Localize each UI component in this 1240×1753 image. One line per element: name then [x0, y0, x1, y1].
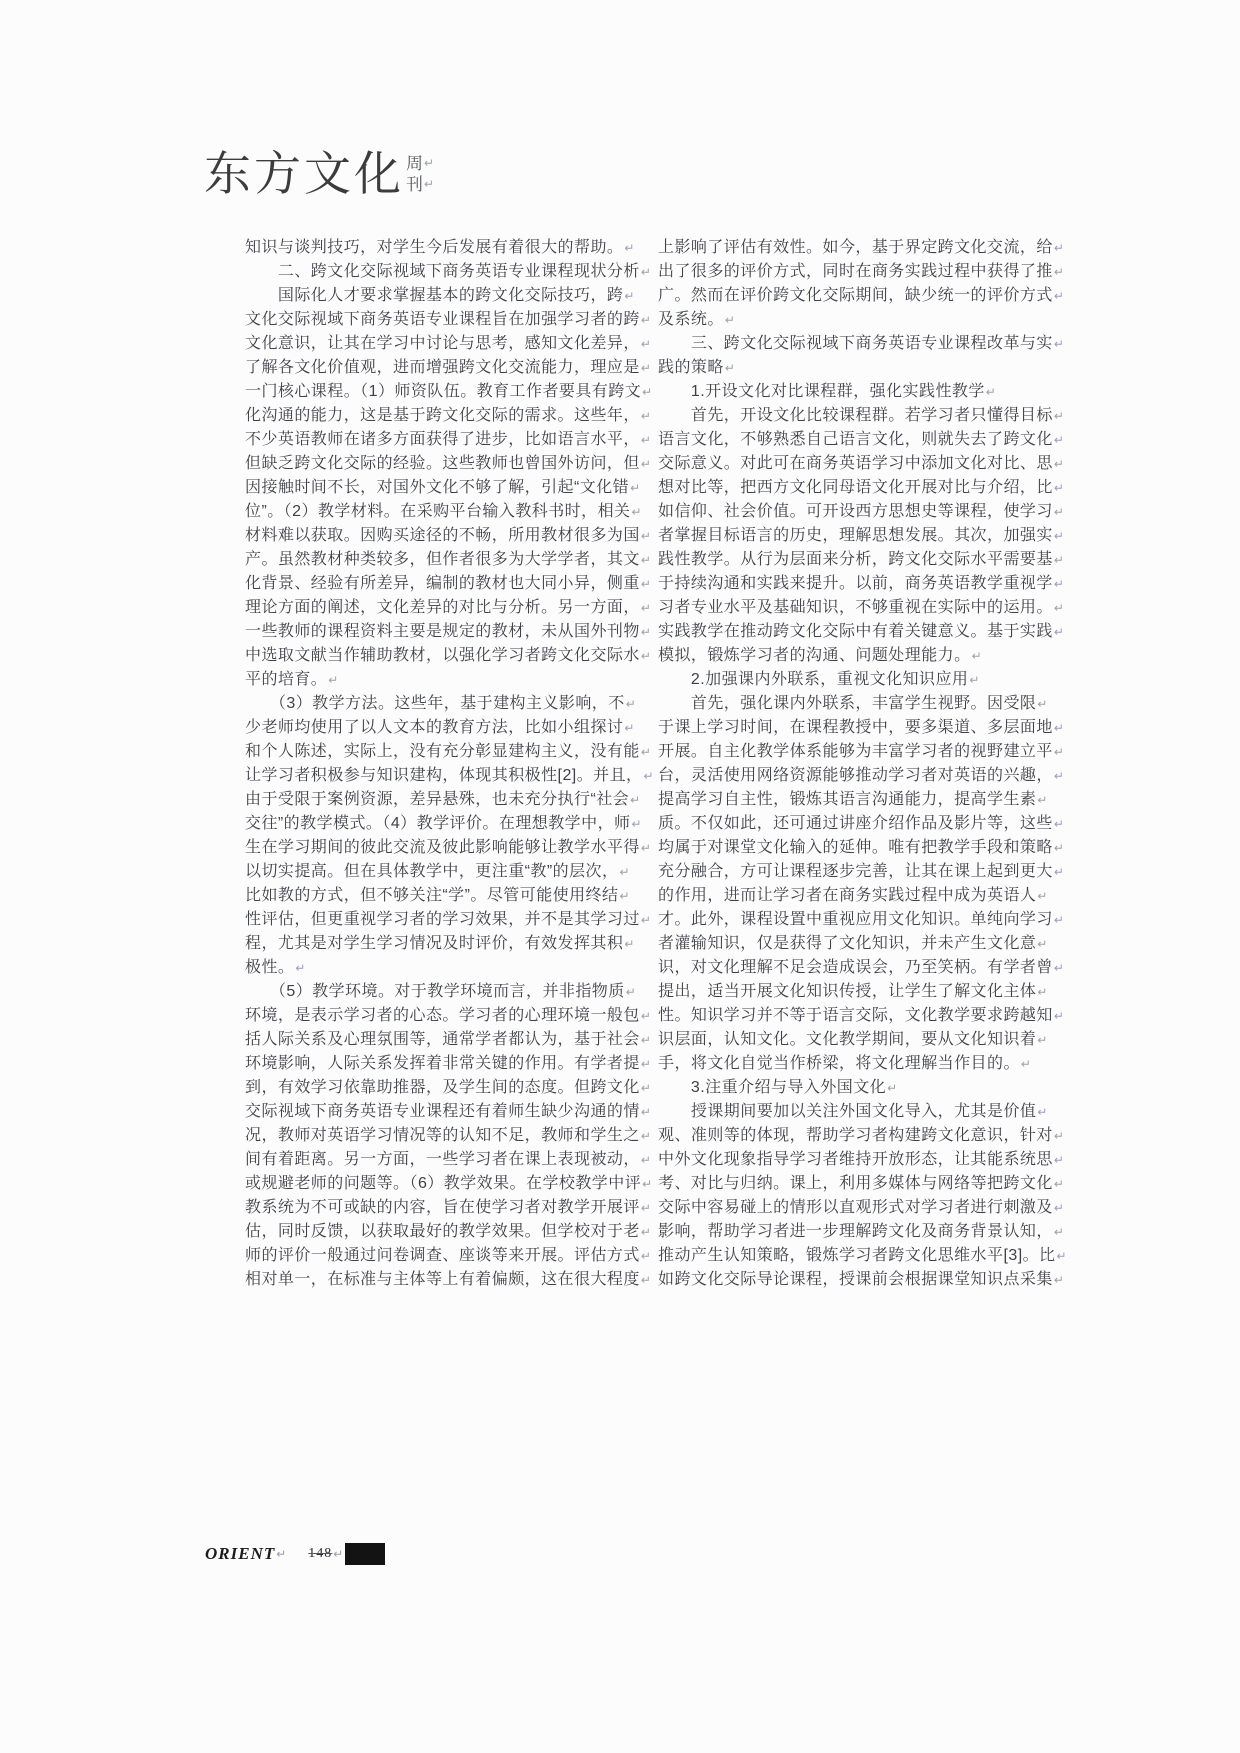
return-mark-icon: ↵ [640, 457, 652, 471]
journal-subtitle [406, 153, 434, 195]
return-mark-icon: ↵ [640, 1153, 652, 1167]
return-mark-icon: ↵ [625, 985, 637, 999]
return-mark-icon: ↵ [642, 385, 653, 399]
return-mark-icon: ↵ [642, 1177, 653, 1191]
return-mark-icon: ↵ [971, 649, 983, 663]
return-mark-icon: ↵ [640, 433, 652, 447]
return-mark-icon: ↵ [1053, 865, 1065, 879]
text-line: 充分融合，方可让课程逐步完善，让其在课上起到更大 ↵ [658, 860, 1058, 884]
return-mark-icon: ↵ [631, 505, 642, 519]
text-line: 以切实提高。但在具体教学中，更注重“教”的层次， ↵ [245, 860, 645, 884]
text-line: 交际视域下商务英语专业课程还有着师生缺少沟通的情 ↵ [245, 1100, 645, 1124]
footer-black-block [345, 1543, 385, 1565]
text-line: 文化交际视域下商务英语专业课程旨在加强学习者的跨 ↵ [245, 308, 645, 332]
subtitle-text: 周 [406, 154, 423, 173]
return-mark-icon: ↵ [640, 625, 652, 639]
text-line: 不少英语教师在诸多方面获得了进步，比如语言水平， ↵ [245, 428, 645, 452]
text-line: 中外文化现象指导学习者维持开放形态，让其能系统思 ↵ [658, 1148, 1058, 1172]
return-mark-icon: ↵ [985, 385, 997, 399]
return-mark-icon: ↵ [640, 1105, 652, 1119]
text-line: 识，对文化理解不足会造成误会，乃至笑柄。有学者曾 ↵ [658, 956, 1058, 980]
subtitle-text: 刊 [406, 175, 423, 194]
return-mark-icon: ↵ [624, 289, 635, 303]
text-line: 观、准则等的体现，帮助学习者构建跨文化意识，针对 ↵ [658, 1124, 1058, 1148]
return-mark-icon: ↵ [1053, 625, 1065, 639]
return-mark-icon: ↵ [640, 1033, 652, 1047]
text-line: 和个人陈述，实际上，没有充分彰显建构主义，没有能 ↵ [245, 740, 645, 764]
return-mark-icon: ↵ [1053, 433, 1065, 447]
text-line: 习者专业水平及基础知识，不够重视在实际中的运用。 ↵ [658, 596, 1058, 620]
text-line: 的作用，进而让学习者在商务实践过程中成为英语人 ↵ [658, 884, 1058, 908]
return-mark-icon: ↵ [1053, 1129, 1065, 1143]
subtitle-char-zhou [406, 153, 434, 174]
text-line: 环境，是表示学习者的心态。学习者的心理环境一般包 ↵ [245, 1004, 645, 1028]
text-line: 师的评价一般通过问卷调查、座谈等来开展。评估方式 ↵ [245, 1244, 645, 1268]
text-line: 教系统为不可或缺的内容，旨在使学习者对教学开展评 ↵ [245, 1196, 645, 1220]
return-mark-icon: ↵ [640, 313, 652, 327]
text-line: 2.加强课内外联系，重视文化知识应用 ↵ [658, 668, 1058, 692]
text-line: 间有着距离。另一方面，一些学习者在课上表现被动， ↵ [245, 1148, 645, 1172]
return-mark-icon: ↵ [276, 1547, 287, 1561]
text-line: 极性。 ↵ [245, 956, 645, 980]
text-line: 化沟通的能力，这是基于跨文化交际的需求。这些年， ↵ [245, 404, 645, 428]
text-line: 理论方面的阐述，文化差异的对比与分析。另一方面， ↵ [245, 596, 645, 620]
return-mark-icon: ↵ [295, 961, 306, 975]
return-mark-icon: ↵ [1037, 889, 1048, 903]
text-line: 1.开设文化对比课程群，强化实践性教学 ↵ [658, 380, 1058, 404]
return-mark-icon: ↵ [1053, 265, 1065, 279]
text-line: 二、跨文化交际视域下商务英语专业课程现状分析 ↵ [245, 260, 645, 284]
return-mark-icon: ↵ [887, 1081, 898, 1095]
return-mark-icon: ↵ [1037, 1105, 1048, 1119]
return-mark-icon: ↵ [724, 313, 736, 327]
return-mark-icon: ↵ [624, 937, 635, 951]
text-line: 产。虽然教材种类较多，但作者很多为大学学者，其文 ↵ [245, 548, 645, 572]
text-line: 模拟，锻炼学习者的沟通、问题处理能力。 ↵ [658, 644, 1058, 668]
return-mark-icon: ↵ [631, 817, 642, 831]
text-line: 出了很多的评价方式，同时在商务实践过程中获得了推 ↵ [658, 260, 1058, 284]
text-line: 环境影响，人际关系发挥着非常关键的作用。有学者提 ↵ [245, 1052, 645, 1076]
return-mark-icon: ↵ [640, 265, 652, 279]
return-mark-icon: ↵ [1020, 1057, 1032, 1071]
return-mark-icon: ↵ [619, 889, 630, 903]
return-mark-icon: ↵ [1053, 1009, 1065, 1023]
return-mark-icon: ↵ [1053, 241, 1065, 255]
return-mark-icon: ↵ [1053, 457, 1065, 471]
text-line: 括人际关系及心理氛围等，通常学者都认为，基于社会 ↵ [245, 1028, 645, 1052]
return-mark-icon: ↵ [424, 156, 435, 170]
return-mark-icon: ↵ [1053, 913, 1065, 927]
return-mark-icon: ↵ [424, 177, 435, 191]
return-mark-icon: ↵ [624, 721, 635, 735]
return-mark-icon: ↵ [1053, 289, 1065, 303]
text-line: 提出，适当开展文化知识传授，让学生了解文化主体 ↵ [658, 980, 1058, 1004]
return-mark-icon: ↵ [1053, 1273, 1065, 1287]
text-line: 开展。自主化教学体系能够为丰富学习者的视野建立平 ↵ [658, 740, 1058, 764]
page-number: 148 [308, 1546, 333, 1561]
return-mark-icon: ↵ [1053, 337, 1065, 351]
text-line: 及系统。 ↵ [658, 308, 1058, 332]
text-line: 由于受限于案例资源，差异悬殊，也未充分执行“社会 ↵ [245, 788, 645, 812]
return-mark-icon: ↵ [640, 577, 652, 591]
text-line: 生在学习期间的彼此交流及彼此影响能够让教学水平得 ↵ [245, 836, 645, 860]
return-mark-icon: ↵ [640, 913, 652, 927]
return-mark-icon: ↵ [1053, 1177, 1065, 1191]
text-line: 一门核心课程。（1）师资队伍。教育工作者要具有跨文 ↵ [245, 380, 645, 404]
text-line: 但缺乏跨文化交际的经验。这些教师也曾国外访问，但 ↵ [245, 452, 645, 476]
page-footer [205, 1543, 385, 1565]
text-line: 者灌输知识，仅是获得了文化知识，并未产生文化意 ↵ [658, 932, 1058, 956]
text-line: 于持续沟通和实践来提升。以前，商务英语教学重视学 ↵ [658, 572, 1058, 596]
return-mark-icon: ↵ [1037, 1033, 1048, 1047]
text-line: 上影响了评估有效性。如今，基于界定跨文化交流，给 ↵ [658, 236, 1058, 260]
text-line: 授课期间要加以关注外国文化导入，尤其是价值 ↵ [658, 1100, 1058, 1124]
text-line: 到，有效学习依靠助推器，及学生间的态度。但跨文化 ↵ [245, 1076, 645, 1100]
return-mark-icon: ↵ [1053, 745, 1065, 759]
return-mark-icon: ↵ [630, 793, 641, 807]
return-mark-icon: ↵ [640, 361, 652, 375]
return-mark-icon: ↵ [640, 337, 652, 351]
text-line: 性评估，但更重视学习者的学习效果，并不是其学习过 ↵ [245, 908, 645, 932]
return-mark-icon: ↵ [1053, 529, 1065, 543]
text-line: 考、对比与归纳。课上，利用多媒体与网络等把跨文化 ↵ [658, 1172, 1058, 1196]
text-line: 因接触时间不长，对国外文化不够了解，引起“文化错 ↵ [245, 476, 645, 500]
return-mark-icon: ↵ [1053, 409, 1065, 423]
text-line: 性。知识学习并不等于语言交际，文化教学要求跨越知 ↵ [658, 1004, 1058, 1028]
return-mark-icon: ↵ [1053, 769, 1065, 783]
return-mark-icon: ↵ [640, 1273, 652, 1287]
return-mark-icon: ↵ [640, 649, 652, 663]
return-mark-icon: ↵ [640, 1009, 652, 1023]
return-mark-icon: ↵ [640, 1201, 652, 1215]
return-mark-icon: ↵ [1037, 697, 1048, 711]
text-line: 中选取文献当作辅助教材，以强化学习者跨文化交际水 ↵ [245, 644, 645, 668]
left-text-column [245, 236, 655, 1292]
return-mark-icon: ↵ [1037, 793, 1048, 807]
text-line: 交往”的教学模式。（4）教学评价。在理想教学中，师 ↵ [245, 812, 645, 836]
text-line: 国际化人才要求掌握基本的跨文化交际技巧，跨 ↵ [245, 284, 645, 308]
return-mark-icon: ↵ [1053, 601, 1065, 615]
text-line: 程，尤其是对学生学习情况及时评价，有效发挥其积 ↵ [245, 932, 645, 956]
return-mark-icon: ↵ [1053, 817, 1065, 831]
return-mark-icon: ↵ [640, 1057, 652, 1071]
text-line: 想对比等，把西方文化同母语文化开展对比与介绍，比 ↵ [658, 476, 1058, 500]
return-mark-icon: ↵ [1037, 985, 1048, 999]
text-line: 了解各文化价值观，进而增强跨文化交流能力，理应是 ↵ [245, 356, 645, 380]
return-mark-icon: ↵ [1053, 721, 1065, 735]
return-mark-icon: ↵ [1053, 553, 1065, 567]
text-line: 相对单一，在标准与主体等上有着偏颇，这在很大程度 ↵ [245, 1268, 645, 1292]
right-text-column [658, 236, 1068, 1292]
text-line: 少老师均使用了以人文本的教育方法，比如小组探讨 ↵ [245, 716, 645, 740]
return-mark-icon: ↵ [640, 1249, 652, 1263]
return-mark-icon: ↵ [640, 601, 652, 615]
text-line: （3）教学方法。这些年，基于建构主义影响，不 ↵ [245, 692, 645, 716]
text-line: 才。此外，课程设置中重视应用文化知识。单纯向学习 ↵ [658, 908, 1058, 932]
text-line: 交际意义。对此可在商务英语学习中添加文化对比、思 ↵ [658, 452, 1058, 476]
text-line: 语言文化，不够熟悉自己语言文化，则就失去了跨文化 ↵ [658, 428, 1058, 452]
return-mark-icon: ↵ [1056, 1249, 1068, 1263]
text-line: 质。不仅如此，还可通过讲座介绍作品及影片等，这些 ↵ [658, 812, 1058, 836]
text-line: 化背景、经验有所差异，编制的教材也大同小异，侧重 ↵ [245, 572, 645, 596]
return-mark-icon: ↵ [1053, 1153, 1065, 1167]
return-mark-icon: ↵ [625, 697, 637, 711]
return-mark-icon: ↵ [640, 409, 652, 423]
return-mark-icon: ↵ [1053, 961, 1065, 975]
text-line: 或规避老师的问题等。（6）教学效果。在学校教学中评 ↵ [245, 1172, 645, 1196]
text-line: 如信仰、社会价值。可开设西方思想史等课程，使学习 ↵ [658, 500, 1058, 524]
text-line: 文化意识，让其在学习中讨论与思考，感知文化差异， ↵ [245, 332, 645, 356]
text-line: 影响，帮助学习者进一步理解跨文化及商务背景认知， ↵ [658, 1220, 1058, 1244]
return-mark-icon: ↵ [640, 1129, 652, 1143]
text-line: 让学习者积极参与知识建构，体现其积极性[2]。并且， ↵ [245, 764, 645, 788]
text-line: 一些教师的课程资料主要是规定的教材，未从国外刊物 ↵ [245, 620, 645, 644]
return-mark-icon: ↵ [640, 745, 652, 759]
return-mark-icon: ↵ [328, 673, 339, 687]
text-line: 3.注重介绍与导入外国文化 ↵ [658, 1076, 1058, 1100]
return-mark-icon: ↵ [1053, 505, 1065, 519]
return-mark-icon: ↵ [640, 553, 652, 567]
masthead [204, 146, 434, 202]
text-line: 比如教的方式，但不够关注“学”。尽管可能使用终结 ↵ [245, 884, 645, 908]
return-mark-icon: ↵ [1053, 577, 1065, 591]
subtitle-char-kan [406, 174, 434, 195]
text-line: 识层面，认知文化。文化教学期间，要从文化知识着 ↵ [658, 1028, 1058, 1052]
text-line: 践性教学。从行为层面来分析，跨文化交际水平需要基 ↵ [658, 548, 1058, 572]
text-line: 提高学习自主性，锻炼其语言沟通能力，提高学生素 ↵ [658, 788, 1058, 812]
text-line: 实践教学在推动跨文化交际中有着关键意义。基于实践 ↵ [658, 620, 1058, 644]
text-line: 广。然而在评价跨文化交际期间，缺少统一的评价方式 ↵ [658, 284, 1058, 308]
text-line: 者掌握目标语言的历史，理解思想发展。其次，加强实 ↵ [658, 524, 1058, 548]
return-mark-icon: ↵ [1037, 937, 1048, 951]
return-mark-icon: ↵ [1053, 841, 1065, 855]
text-line: 台，灵活使用网络资源能够推动学习者对英语的兴趣， ↵ [658, 764, 1058, 788]
return-mark-icon: ↵ [630, 481, 641, 495]
footer-brand: ORIENT [205, 1544, 276, 1563]
return-mark-icon: ↵ [333, 1547, 344, 1561]
text-line: （5）教学环境。对于教学环境而言，并非指物质 ↵ [245, 980, 645, 1004]
return-mark-icon: ↵ [624, 241, 635, 255]
text-line: 估，同时反馈，以获取最好的教学效果。但学校对于老 ↵ [245, 1220, 645, 1244]
text-line: 首先，开设文化比较课程群。若学习者只懂得目标 ↵ [658, 404, 1058, 428]
return-mark-icon: ↵ [643, 769, 655, 783]
text-line: 况，教师对英语学习情况等的认知不足，教师和学生之 ↵ [245, 1124, 645, 1148]
return-mark-icon: ↵ [724, 361, 736, 375]
text-line: 推动产生认知策略，锻炼学习者跨文化思维水平[3]。比 ↵ [658, 1244, 1058, 1268]
return-mark-icon: ↵ [640, 529, 652, 543]
text-line: 手，将文化自觉当作桥梁，将文化理解当作目的。 ↵ [658, 1052, 1058, 1076]
text-line: 知识与谈判技巧，对学生今后发展有着很大的帮助。 ↵ [245, 236, 645, 260]
text-line: 首先，强化课内外联系，丰富学生视野。因受限 ↵ [658, 692, 1058, 716]
text-line: 如跨文化交际导论课程，授课前会根据课堂知识点采集 ↵ [658, 1268, 1058, 1292]
return-mark-icon: ↵ [1053, 481, 1065, 495]
text-line: 材料难以获取。因购买途径的不畅，所用教材很多为国 ↵ [245, 524, 645, 548]
text-line: 于课上学习时间，在课程教授中，要多渠道、多层面地 ↵ [658, 716, 1058, 740]
return-mark-icon: ↵ [969, 673, 980, 687]
text-line: 均属于对课堂文化输入的延伸。唯有把教学手段和策略 ↵ [658, 836, 1058, 860]
journal-title: 东方文化 [204, 147, 404, 200]
return-mark-icon: ↵ [640, 841, 652, 855]
text-line: 践的策略 ↵ [658, 356, 1058, 380]
text-line: 位”。（2）教学材料。在采购平台输入教科书时，相关 ↵ [245, 500, 645, 524]
return-mark-icon: ↵ [640, 1225, 652, 1239]
return-mark-icon: ↵ [619, 865, 630, 879]
text-line: 交际中容易碰上的情形以直观形式对学习者进行刺激及 ↵ [658, 1196, 1058, 1220]
return-mark-icon: ↵ [1053, 1201, 1065, 1215]
return-mark-icon: ↵ [640, 1081, 652, 1095]
return-mark-icon: ↵ [1053, 1225, 1065, 1239]
text-line: 平的培育。 ↵ [245, 668, 645, 692]
text-line: 三、跨文化交际视域下商务英语专业课程改革与实 ↵ [658, 332, 1058, 356]
